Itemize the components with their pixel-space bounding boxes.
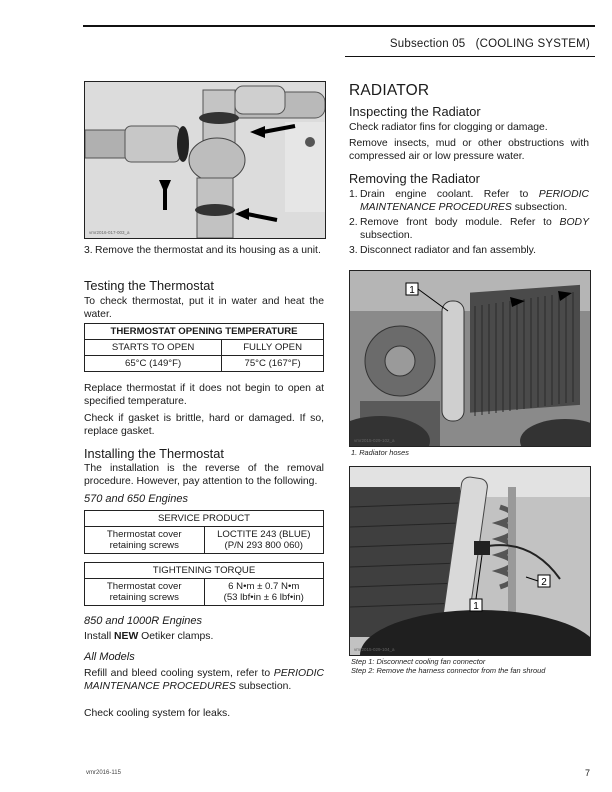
- step-text: Remove the thermostat and its housing as a unit.: [95, 245, 321, 256]
- step-number: 3.: [349, 245, 358, 257]
- check-leaks-note: Check cooling system for leaks.: [84, 708, 231, 719]
- torque-value: [204, 579, 324, 606]
- caption-fan-connector: [351, 657, 591, 675]
- inspect-obstructions-note: Remove insects, mud or other obstructions with compressed air or low pressure water.: [349, 138, 589, 162]
- heading-installing-thermostat: Installing the Thermostat: [84, 446, 224, 461]
- oetiker-clamps-note: [84, 631, 324, 644]
- removal-step-3: [349, 245, 589, 258]
- service-product-table: [84, 510, 324, 554]
- refill-bleed-note: [84, 668, 324, 693]
- page-number: 7: [585, 768, 591, 778]
- figure-fan-connector: [349, 466, 591, 656]
- reference-body: BODY: [559, 217, 589, 229]
- installing-intro: The installation is the reverse of the removal procedure. However, pay attention to the following.: [84, 463, 324, 487]
- heading-testing-thermostat: Testing the Thermostat: [84, 278, 214, 293]
- page-header: [390, 38, 590, 50]
- caption-step-2: Step 2: Remove the harness connector from the fan shroud: [351, 666, 546, 675]
- value-fully-open: 75°C (167°F): [222, 356, 324, 372]
- tightening-torque-table: [84, 562, 324, 606]
- step-3-remove-thermostat: [84, 245, 324, 261]
- text-run: subsection.: [360, 229, 413, 241]
- caption-radiator-hoses: 1. Radiator hoses: [351, 448, 409, 457]
- product-part-number: (P/N 293 800 060): [224, 540, 303, 551]
- text-run: Drain engine coolant. Refer to: [360, 189, 539, 200]
- table-title: THERMOSTAT OPENING TEMPERATURE: [85, 324, 324, 340]
- callout-1: 1: [473, 601, 479, 612]
- torque-item: Thermostat cover retaining screws: [85, 579, 205, 606]
- text-run: Oetiker clamps.: [138, 631, 214, 642]
- testing-replace-note: Replace thermostat if it does not begin to open at specified temperature.: [84, 383, 324, 407]
- subheading-all-models: All Models: [84, 651, 135, 663]
- service-product: [204, 527, 324, 554]
- col-header-fully-open: FULLY OPEN: [222, 340, 324, 356]
- table-title: TIGHTENING TORQUE: [85, 563, 324, 579]
- figure-code: vmr2015-029-104_a: [354, 647, 395, 652]
- torque-metric: 6 N•m ± 0.7 N•m: [228, 581, 300, 592]
- callout-1: 1: [409, 285, 415, 296]
- product-name: LOCTITE 243 (BLUE): [217, 529, 311, 540]
- reference-periodic-maintenance: PERIODIC MAINTENANCE PROCEDURES: [360, 189, 589, 213]
- text-run: subsection.: [235, 680, 292, 692]
- emphasis-new: NEW: [114, 631, 139, 642]
- heading-inspecting-radiator: Inspecting the Radiator: [349, 104, 481, 119]
- radiator-illustration: [350, 271, 590, 446]
- step-number: 1.: [349, 189, 358, 200]
- thermostat-illustration: [85, 82, 325, 238]
- text-run: Install: [84, 631, 115, 642]
- figure-thermostat-housing: [84, 81, 326, 239]
- testing-gasket-note: Check if gasket is brittle, hard or damaged. If so, replace gasket.: [84, 413, 324, 437]
- service-item: Thermostat cover retaining screws: [85, 527, 205, 554]
- reference-periodic-maintenance: PERIODIC MAINTENANCE PROCEDURES: [84, 668, 324, 692]
- footer-doc-code: vmr2016-115: [86, 770, 121, 776]
- header-rule: [83, 25, 595, 27]
- thermostat-temperature-table: [84, 323, 324, 372]
- subsection-title: (COOLING SYSTEM): [475, 38, 590, 50]
- callout-2: 2: [541, 577, 547, 588]
- col-header-starts-to-open: STARTS TO OPEN: [85, 340, 222, 356]
- text-run: subsection.: [511, 201, 568, 213]
- removal-step-2: [349, 217, 589, 242]
- heading-removing-radiator: Removing the Radiator: [349, 171, 480, 186]
- table-title: SERVICE PRODUCT: [85, 511, 324, 527]
- figure-code: vmr2016-017-003_a: [89, 230, 130, 235]
- step-number: 2.: [349, 217, 358, 229]
- text-run: Remove front body module. Refer to: [360, 217, 560, 229]
- subsection-label: Subsection 05: [389, 38, 466, 50]
- removal-steps: [349, 189, 589, 261]
- header-underline: [345, 56, 595, 57]
- value-starts-to-open: 65°C (149°F): [85, 356, 222, 372]
- caption-step-1: Step 1: Disconnect cooling fan connector: [351, 657, 486, 666]
- figure-radiator-hoses: [349, 270, 591, 447]
- testing-intro: To check thermostat, put it in water and heat the water.: [84, 296, 324, 320]
- subheading-570-650: 570 and 650 Engines: [84, 493, 188, 505]
- text-run: Disconnect radiator and fan assembly.: [360, 245, 536, 257]
- subheading-850-1000r: 850 and 1000R Engines: [84, 615, 203, 627]
- heading-radiator: RADIATOR: [349, 82, 430, 99]
- torque-imperial: (53 lbf•in ± 6 lbf•in): [223, 592, 304, 603]
- removal-step-1: [349, 189, 589, 214]
- text-run: Refill and bleed cooling system, refer to: [84, 668, 274, 679]
- fan-connector-illustration: [350, 467, 590, 655]
- inspect-fins-note: Check radiator fins for clogging or damage.: [349, 122, 548, 133]
- step-number: 3.: [84, 245, 93, 256]
- figure-code: vmr2015-029-102_a: [354, 438, 395, 443]
